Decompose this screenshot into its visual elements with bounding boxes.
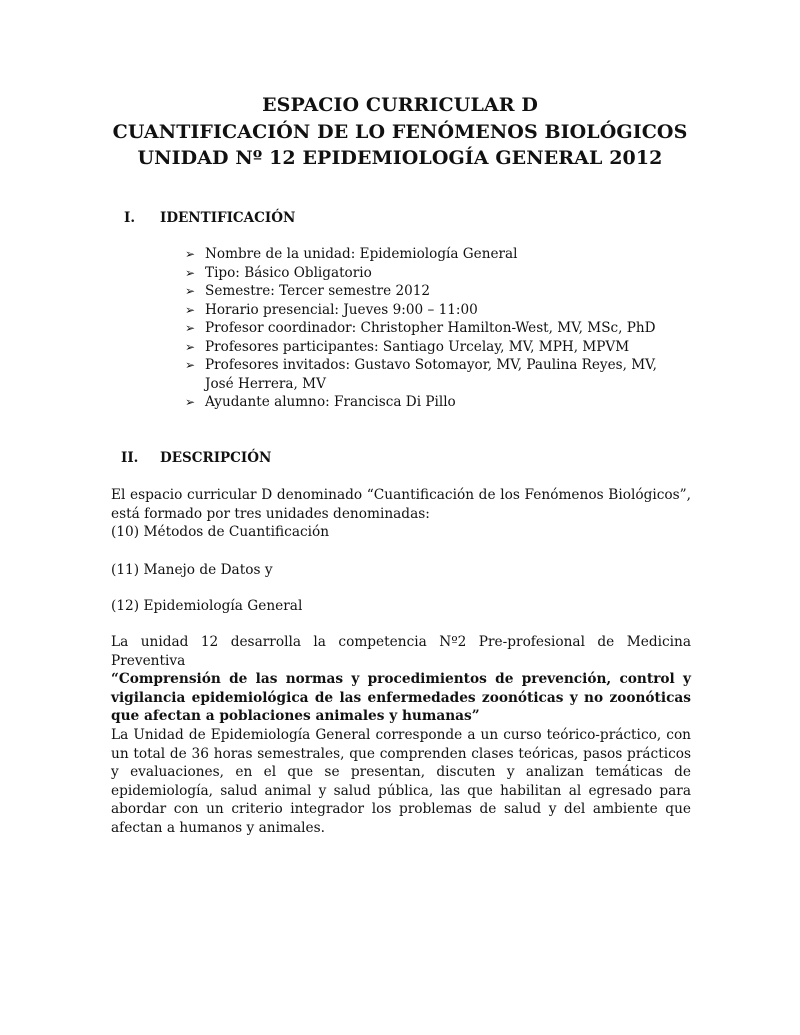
title-line-1: ESPACIO CURRICULAR D	[262, 94, 538, 116]
list-item: ➢ Ayudante alumno: Francisca Di Pillo	[185, 394, 456, 410]
list-item: ➢ Nombre de la unidad: Epidemiología General	[185, 246, 518, 262]
identification-list	[185, 245, 685, 412]
unit-12: (12) Epidemiología General	[111, 598, 303, 614]
description-intro: El espacio curricular D denominado “Cuantificación de los Fenómenos Biológicos”, está formado por tres unidades denominadas:	[111, 487, 691, 522]
title-line-2: CUANTIFICACIÓN DE LO FENÓMENOS BIOLÓGICOS	[112, 121, 688, 143]
competence-intro: La unidad 12 desarrolla la competencia Nº2 Pre-profesional de Medicina Preventiva	[111, 634, 691, 669]
unit-description: La Unidad de Epidemiología General corresponde a un curso teórico-práctico, con un total de 36 horas semestrales, que comprenden clases teóricas, pasos prácticos y evaluaciones, en el que se presentan, discuten y analizan temáticas de epidemiología, salud animal y salud pública, las que habilitan al egresado para abordar con un criterio integrador los problemas de salud y del ambiente que afectan a humanos y animales.	[111, 726, 691, 836]
competence-block	[111, 633, 691, 838]
list-item: ➢ Profesores invitados: Gustavo Sotomayor, MV, Paulina Reyes, MV, José Herrera, MV	[185, 357, 657, 392]
section-2-heading: DESCRIPCIÓN	[160, 450, 272, 466]
list-item: ➢ Tipo: Básico Obligatorio	[185, 264, 372, 281]
arrow-bullet-icon: ➢	[185, 302, 196, 317]
section-1-number: I.	[124, 210, 136, 226]
competence-statement: “Comprensión de las normas y procedimientos de prevención, control y vigilancia epidemiológica de las enfermedades zoonóticas y no zoonóticas que afectan a poblaciones animales y humanas”	[111, 671, 691, 725]
arrow-bullet-icon: ➢	[185, 395, 196, 409]
arrow-bullet-icon: ➢	[185, 339, 196, 354]
list-item: ➢ Semestre: Tercer semestre 2012	[185, 283, 431, 299]
arrow-bullet-icon: ➢	[185, 247, 196, 261]
arrow-bullet-icon: ➢	[185, 265, 196, 280]
unit-11: (11) Manejo de Datos y	[111, 562, 273, 578]
arrow-bullet-icon: ➢	[185, 358, 196, 372]
list-item: ➢ Horario presencial: Jueves 9:00 – 11:00	[185, 301, 478, 318]
section-2-number: II.	[121, 450, 139, 466]
unit-10: (10) Métodos de Cuantificación	[111, 524, 330, 540]
list-item: ➢ Profesor coordinador: Christopher Hamilton-West, MV, MSc, PhD	[185, 320, 656, 336]
arrow-bullet-icon: ➢	[185, 321, 196, 335]
list-item: ➢ Profesores participantes: Santiago Urcelay, MV, MPH, MPVM	[185, 338, 630, 355]
title-line-3: UNIDAD Nº 12 EPIDEMIOLOGÍA GENERAL 2012	[137, 147, 663, 169]
section-1-heading: IDENTIFICACIÓN	[160, 210, 296, 226]
arrow-bullet-icon: ➢	[185, 284, 196, 298]
